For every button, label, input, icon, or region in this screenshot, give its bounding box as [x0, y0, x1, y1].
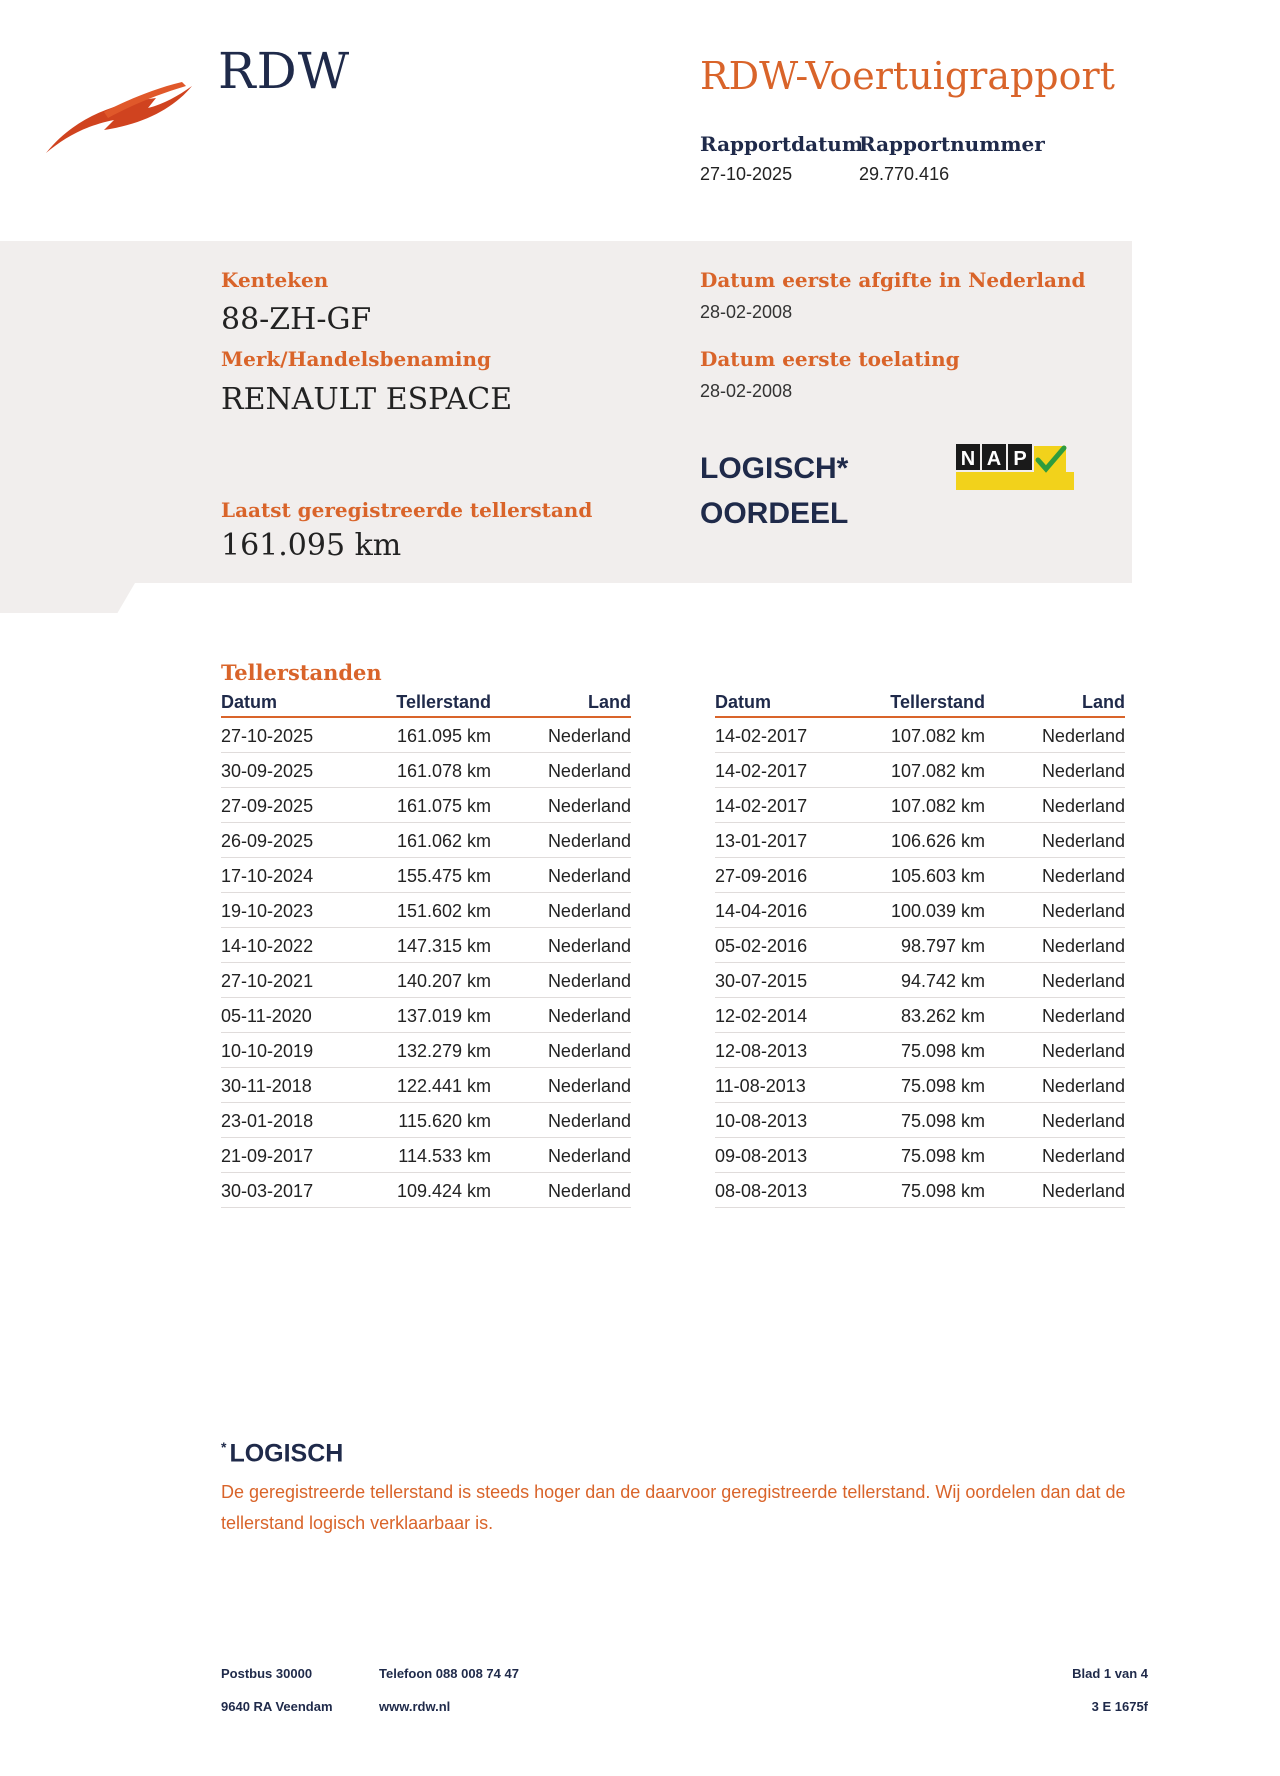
cell-tellerstand: 75.098 km [900, 1076, 985, 1096]
cell-tellerstand: 122.441 km [396, 1076, 491, 1096]
cell-land: Nederland [1041, 796, 1125, 816]
nap-logo-icon [956, 444, 1074, 490]
cell-tellerstand: 106.626 km [890, 831, 985, 851]
cell-tellerstand: 75.098 km [900, 1111, 985, 1131]
cell-land: Nederland [1041, 971, 1125, 991]
cell-datum: 27-09-2016 [715, 866, 808, 886]
table-row [715, 1103, 1125, 1138]
tellerstanden-title: Tellerstanden [221, 660, 382, 685]
rapportnummer-label: Rapportnummer [859, 132, 1045, 156]
cell-tellerstand: 98.797 km [900, 936, 985, 956]
cell-land: Nederland [547, 1111, 631, 1131]
cell-land: Nederland [547, 1076, 631, 1096]
cell-datum: 09-08-2013 [715, 1146, 808, 1166]
footnote-marker: * [221, 1439, 227, 1455]
cell-datum: 05-11-2020 [221, 1006, 312, 1026]
cell-datum: 27-10-2021 [221, 971, 314, 991]
cell-land: Nederland [547, 831, 631, 851]
panel-corner [0, 583, 135, 613]
verdict-line2: OORDEEL [700, 497, 849, 530]
footnote-title-text: LOGISCH [229, 1439, 344, 1468]
cell-tellerstand: 140.207 km [396, 971, 491, 991]
table-row [715, 1068, 1125, 1103]
cell-datum: 14-04-2016 [715, 901, 808, 921]
col-tellerstand: Tellerstand [890, 692, 985, 712]
table-row [715, 718, 1125, 753]
kenteken-label: Kenteken [221, 268, 329, 292]
table-row [715, 893, 1125, 928]
footer-telefoon: Telefoon 088 008 74 47 [379, 1666, 519, 1681]
cell-datum: 14-02-2017 [715, 761, 808, 781]
verdict-line1: LOGISCH* [700, 452, 849, 485]
cell-tellerstand: 94.742 km [900, 971, 985, 991]
cell-tellerstand: 107.082 km [890, 761, 985, 781]
table-row [221, 998, 631, 1033]
cell-tellerstand: 100.039 km [890, 901, 985, 921]
cell-land: Nederland [547, 796, 631, 816]
table-header [715, 686, 1125, 718]
cell-tellerstand: 161.095 km [396, 726, 491, 746]
cell-tellerstand: 114.533 km [398, 1146, 491, 1166]
tellerstand-label: Laatst geregistreerde tellerstand [221, 498, 593, 522]
cell-land: Nederland [547, 726, 631, 746]
cell-datum: 10-08-2013 [715, 1111, 808, 1131]
kenteken-value: 88-ZH-GF [221, 302, 372, 337]
brand-name: RDW [218, 42, 351, 100]
col-land: Land [588, 692, 631, 712]
cell-land: Nederland [1041, 1076, 1125, 1096]
col-datum: Datum [715, 692, 772, 712]
cell-datum: 17-10-2024 [221, 866, 314, 886]
vehicle-panel [0, 241, 1132, 583]
col-land: Land [1082, 692, 1125, 712]
table-row [221, 1033, 631, 1068]
cell-datum: 10-10-2019 [221, 1041, 314, 1061]
afgifte-label: Datum eerste afgifte in Nederland [700, 268, 1086, 292]
cell-datum: 30-03-2017 [221, 1181, 314, 1201]
table-row [715, 823, 1125, 858]
rapportdatum-value: 27-10-2025 [700, 164, 793, 184]
cell-land: Nederland [1041, 1111, 1125, 1131]
table-row [221, 1173, 631, 1208]
cell-tellerstand: 151.602 km [396, 901, 491, 921]
cell-tellerstand: 105.603 km [890, 866, 985, 886]
cell-datum: 30-09-2025 [221, 761, 314, 781]
footnote-title [221, 1439, 343, 1468]
table-row [221, 928, 631, 963]
tellerstanden-table-right [715, 686, 1125, 1208]
footer-website[interactable]: www.rdw.nl [379, 1699, 451, 1714]
cell-land: Nederland [1041, 1146, 1125, 1166]
cell-tellerstand: 107.082 km [890, 796, 985, 816]
afgifte-value: 28-02-2008 [700, 302, 793, 322]
cell-datum: 30-11-2018 [221, 1076, 312, 1096]
cell-datum: 23-01-2018 [221, 1111, 314, 1131]
cell-tellerstand: 75.098 km [900, 1146, 985, 1166]
cell-land: Nederland [547, 1041, 631, 1061]
cell-land: Nederland [547, 936, 631, 956]
cell-datum: 13-01-2017 [715, 831, 808, 851]
cell-datum: 12-08-2013 [715, 1041, 808, 1061]
cell-tellerstand: 115.620 km [398, 1111, 491, 1131]
cell-tellerstand: 132.279 km [396, 1041, 491, 1061]
cell-tellerstand: 161.062 km [396, 831, 491, 851]
cell-land: Nederland [1041, 1181, 1125, 1201]
footer-blad: Blad 1 van 4 [1072, 1666, 1148, 1681]
cell-datum: 14-10-2022 [221, 936, 314, 956]
cell-land: Nederland [1041, 866, 1125, 886]
tellerstanden-table-left [221, 686, 631, 1208]
cell-datum: 27-09-2025 [221, 796, 314, 816]
cell-tellerstand: 109.424 km [396, 1181, 491, 1201]
table-row [715, 788, 1125, 823]
nap-letter-a: A [986, 448, 1002, 470]
col-tellerstand: Tellerstand [396, 692, 491, 712]
table-row [221, 963, 631, 998]
cell-tellerstand: 161.075 km [396, 796, 491, 816]
cell-tellerstand: 83.262 km [900, 1006, 985, 1026]
table-row [715, 1173, 1125, 1208]
cell-land: Nederland [1041, 901, 1125, 921]
table-row [715, 928, 1125, 963]
cell-tellerstand: 155.475 km [396, 866, 491, 886]
col-datum: Datum [221, 692, 278, 712]
cell-land: Nederland [547, 866, 631, 886]
cell-land: Nederland [1041, 831, 1125, 851]
footer-code: 3 E 1675f [1091, 1699, 1148, 1714]
table-row [715, 753, 1125, 788]
footnote-text: De geregistreerde tellerstand is steeds hoger dan de daarvoor geregistreerde tellerstand. Wij oordelen dan dat de tellerstand logisch verklaarbaar is. [221, 1482, 1126, 1533]
cell-datum: 19-10-2023 [221, 901, 314, 921]
cell-datum: 21-09-2017 [221, 1146, 314, 1166]
table-row [221, 1103, 631, 1138]
cell-datum: 11-08-2013 [715, 1076, 806, 1096]
table-row [715, 1138, 1125, 1173]
cell-tellerstand: 161.078 km [396, 761, 491, 781]
cell-datum: 14-02-2017 [715, 726, 808, 746]
table-row [715, 963, 1125, 998]
rapportnummer-value: 29.770.416 [859, 164, 950, 184]
rapportdatum-label: Rapportdatum [700, 132, 864, 156]
cell-datum: 05-02-2016 [715, 936, 808, 956]
cell-datum: 08-08-2013 [715, 1181, 808, 1201]
cell-tellerstand: 75.098 km [900, 1181, 985, 1201]
cell-land: Nederland [547, 1146, 631, 1166]
cell-land: Nederland [547, 901, 631, 921]
nap-letter-n: N [960, 448, 976, 470]
cell-datum: 26-09-2025 [221, 831, 314, 851]
cell-tellerstand: 107.082 km [890, 726, 985, 746]
table-row [221, 858, 631, 893]
tellerstand-value: 161.095 km [221, 528, 402, 563]
footer-postbus: Postbus 30000 [221, 1666, 313, 1681]
cell-land: Nederland [547, 971, 631, 991]
cell-land: Nederland [1041, 1041, 1125, 1061]
nap-letter-p: P [1013, 448, 1027, 470]
table-row [221, 893, 631, 928]
merk-value: RENAULT ESPACE [221, 382, 513, 417]
cell-datum: 12-02-2014 [715, 1006, 808, 1026]
cell-land: Nederland [547, 1181, 631, 1201]
cell-land: Nederland [1041, 1006, 1125, 1026]
toelating-label: Datum eerste toelating [700, 347, 960, 371]
rdw-logo-icon [44, 78, 194, 158]
table-row [221, 823, 631, 858]
cell-land: Nederland [547, 761, 631, 781]
table-row [221, 1138, 631, 1173]
cell-tellerstand: 147.315 km [396, 936, 491, 956]
table-row [715, 858, 1125, 893]
table-header [221, 686, 631, 718]
cell-datum: 27-10-2025 [221, 726, 314, 746]
table-row [715, 998, 1125, 1033]
footer-adres: 9640 RA Veendam [221, 1699, 333, 1714]
cell-land: Nederland [1041, 936, 1125, 956]
cell-tellerstand: 137.019 km [396, 1006, 491, 1026]
table-row [715, 1033, 1125, 1068]
cell-land: Nederland [1041, 726, 1125, 746]
table-row [221, 753, 631, 788]
table-row [221, 1068, 631, 1103]
table-row [221, 718, 631, 753]
merk-label: Merk/Handelsbenaming [221, 347, 492, 371]
report-title: RDW-Voertuigrapport [700, 54, 1115, 98]
toelating-value: 28-02-2008 [700, 381, 793, 401]
cell-land: Nederland [1041, 761, 1125, 781]
cell-datum: 30-07-2015 [715, 971, 808, 991]
table-row [221, 788, 631, 823]
cell-tellerstand: 75.098 km [900, 1041, 985, 1061]
cell-datum: 14-02-2017 [715, 796, 808, 816]
cell-land: Nederland [547, 1006, 631, 1026]
